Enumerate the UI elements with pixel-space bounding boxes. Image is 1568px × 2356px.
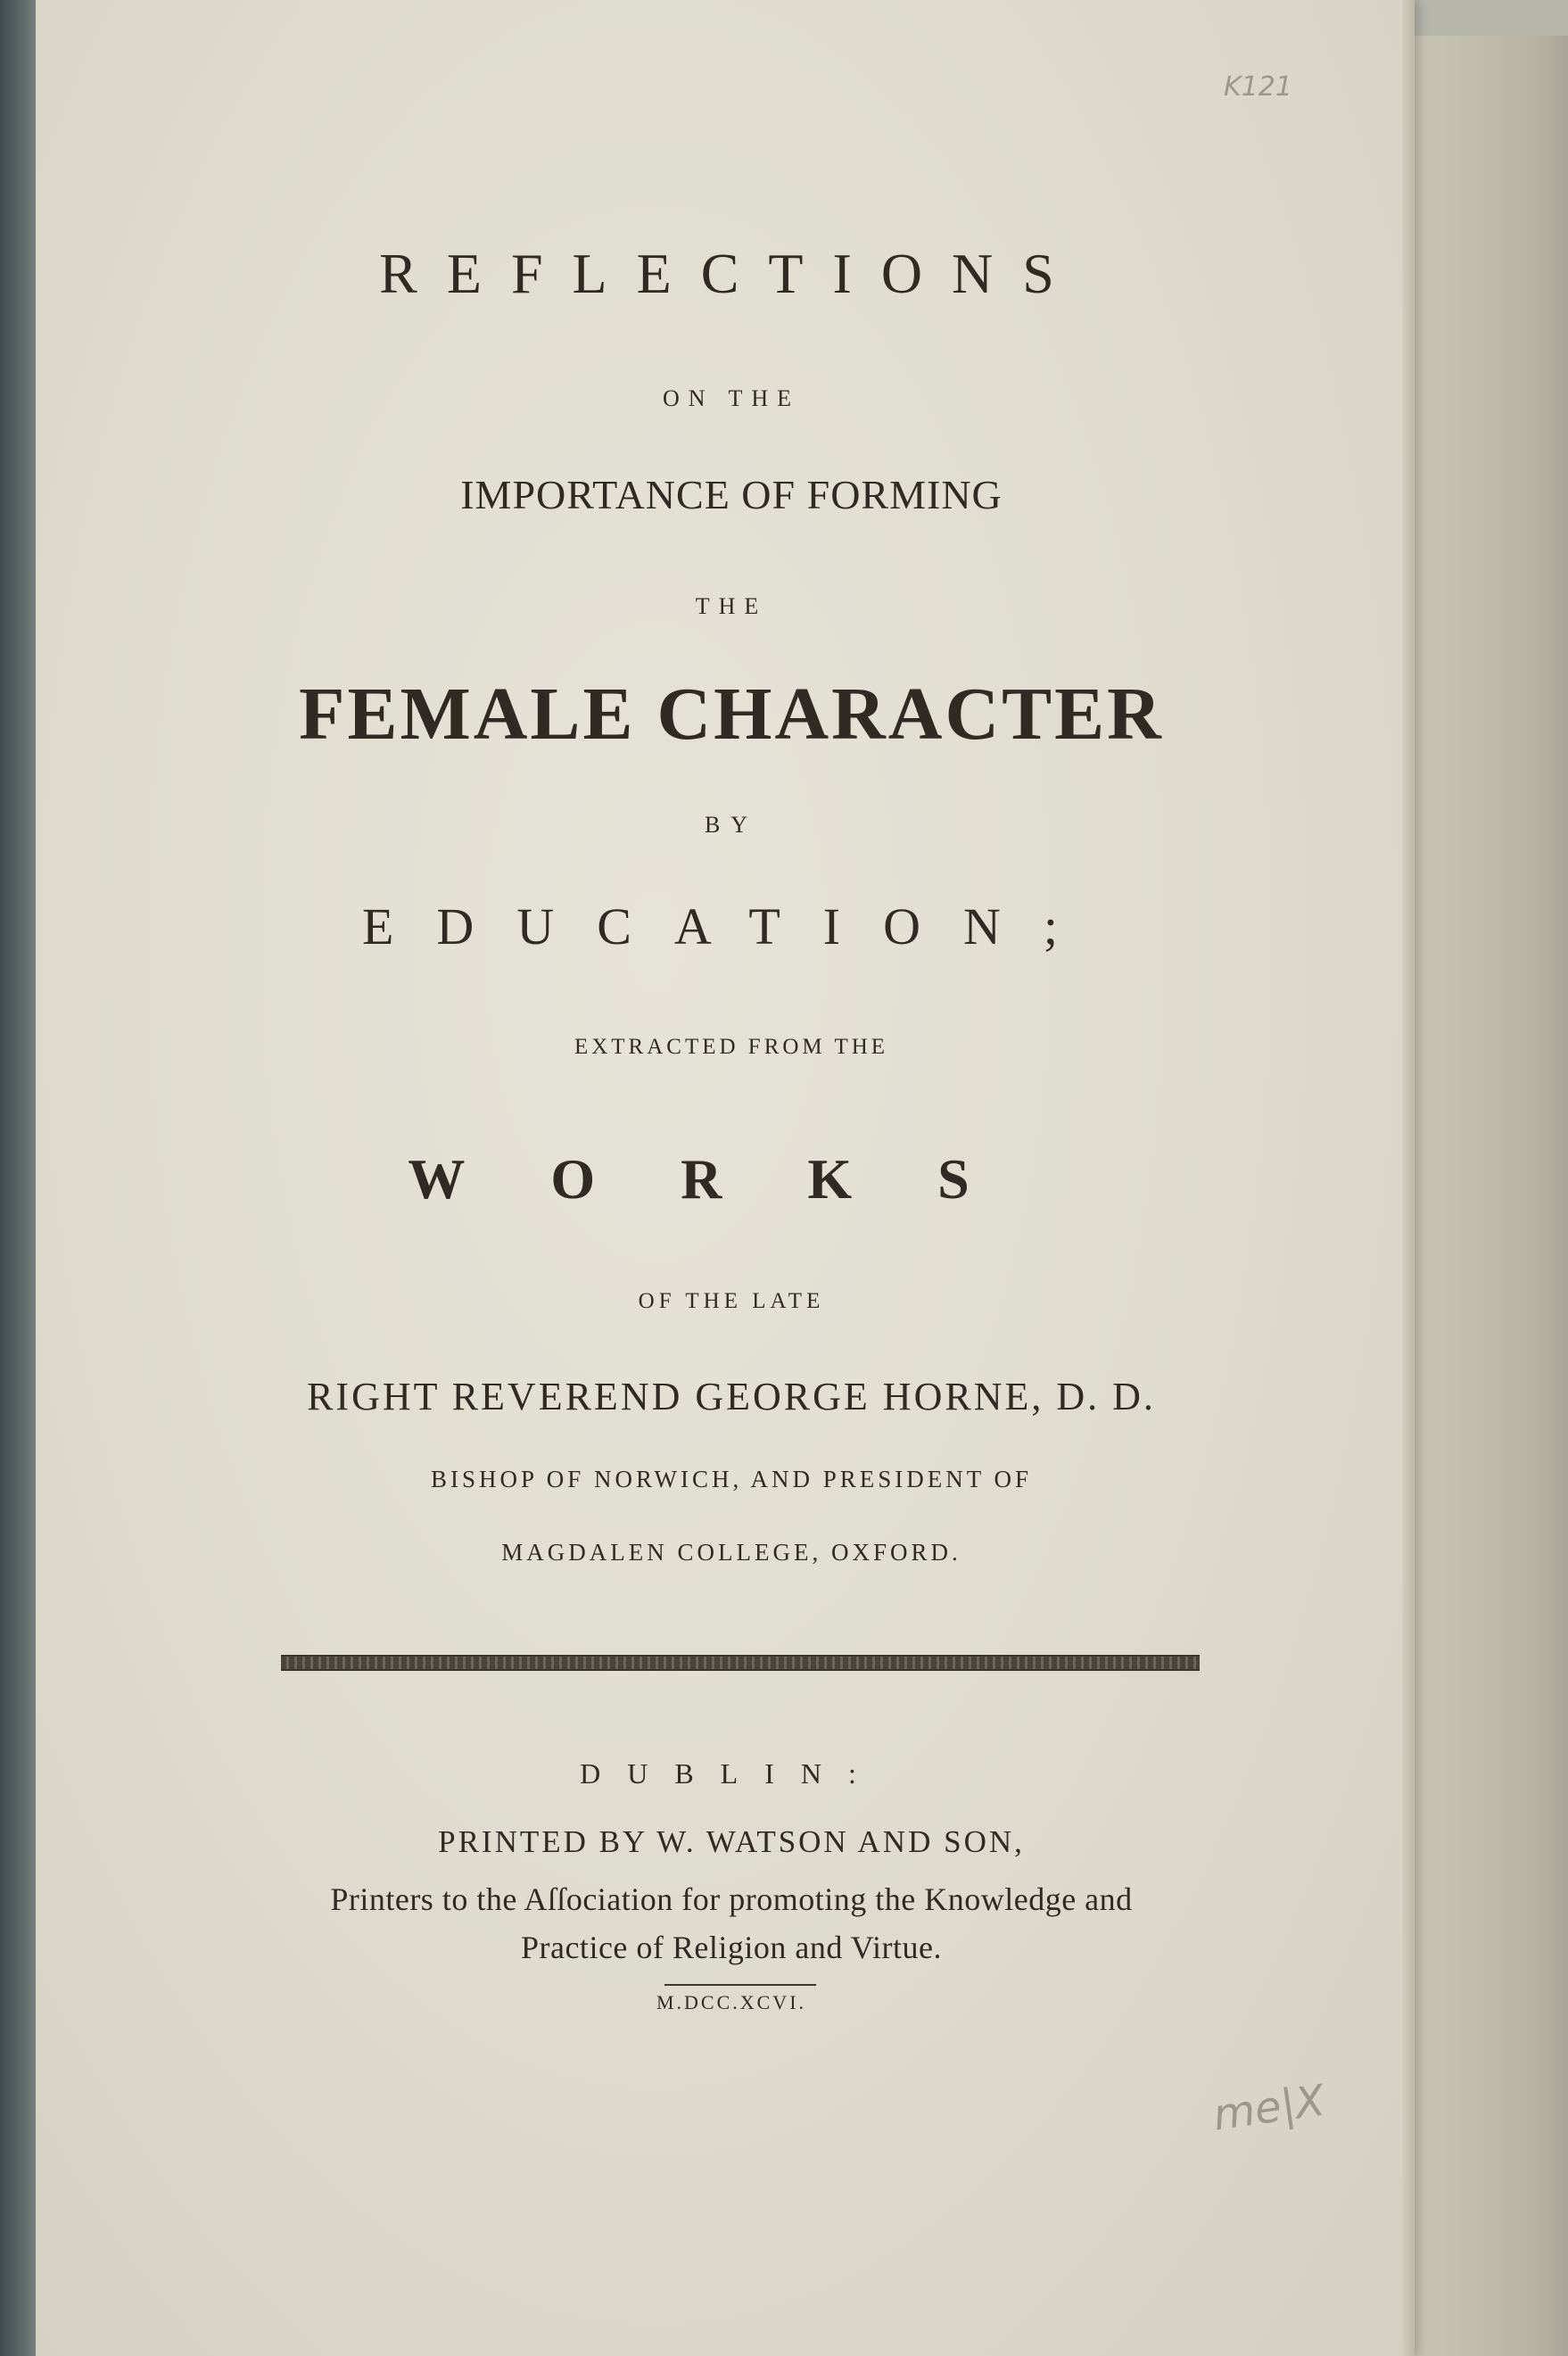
imprint-description-line2: Practice of Religion and Virtue. bbox=[520, 1930, 943, 1965]
title-page bbox=[36, 0, 1414, 2356]
imprint-printer: PRINTED BY W. WATSON AND SON, bbox=[438, 1824, 1025, 1859]
shelfmark-annotation: K121 bbox=[1224, 71, 1292, 103]
title-works: WORKS bbox=[408, 1147, 1055, 1211]
page-edge bbox=[1402, 0, 1415, 2356]
imprint-place: DUBLIN: bbox=[580, 1757, 883, 1790]
imprint-date: M.DCC.XCVI. bbox=[656, 1991, 807, 2013]
title-page-text bbox=[196, 0, 1267, 2356]
title-of-the-late: OF THE LATE bbox=[638, 1289, 825, 1313]
author-title-line2: MAGDALEN COLLEGE, OXFORD. bbox=[501, 1539, 961, 1566]
date-rule bbox=[664, 1984, 816, 1986]
title-reflections: REFLECTIONS bbox=[379, 242, 1084, 305]
title-extracted: EXTRACTED FROM THE bbox=[574, 1035, 889, 1059]
author-title-line1: BISHOP OF NORWICH, AND PRESIDENT OF bbox=[430, 1466, 1033, 1492]
author-name: RIGHT REVEREND GEORGE HORNE, D. D. bbox=[307, 1375, 1156, 1418]
title-education: EDUCATION; bbox=[362, 897, 1101, 955]
title-female-character: FEMALE CHARACTER bbox=[299, 673, 1164, 756]
title-by: BY bbox=[704, 812, 759, 838]
title-the: THE bbox=[695, 593, 768, 619]
ornamental-rule bbox=[281, 1655, 1200, 1671]
imprint-description-line1: Printers to the Aſſociation for promoting the Knowledge and bbox=[330, 1881, 1133, 1917]
title-importance: IMPORTANCE OF FORMING bbox=[460, 472, 1003, 517]
pencil-annotation: me|X bbox=[1209, 2075, 1328, 2141]
title-on-the: ON THE bbox=[662, 385, 801, 411]
